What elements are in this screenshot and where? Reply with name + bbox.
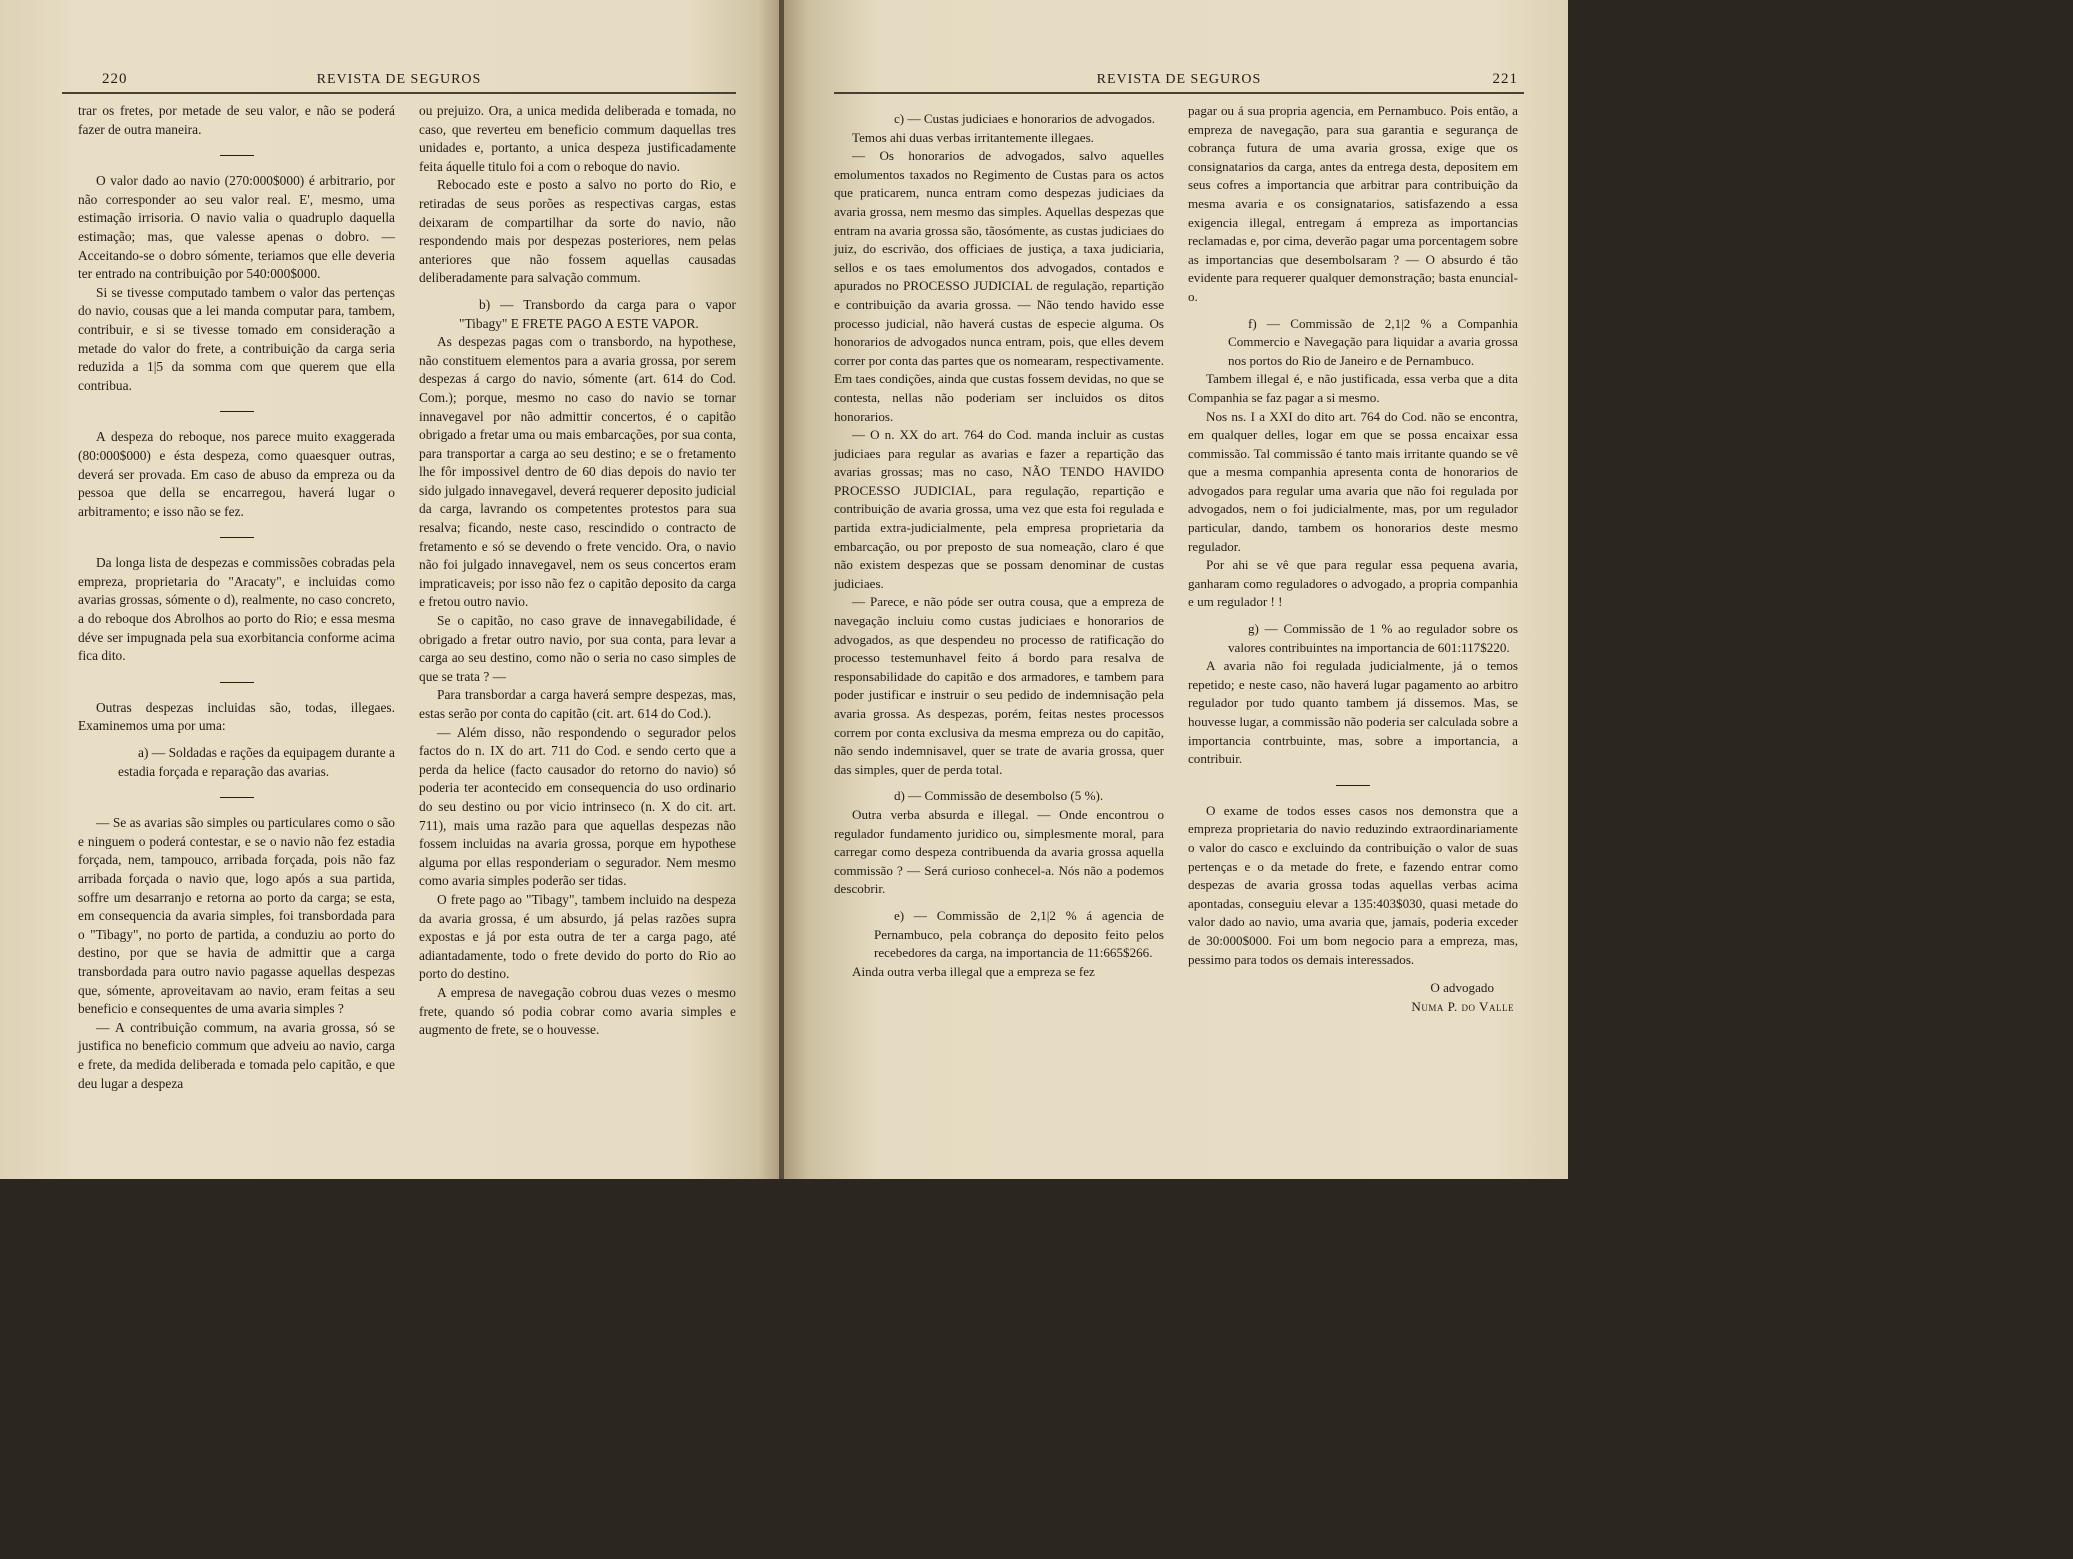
paragraph: O valor dado ao navio (270:000$000) é arbitrario, por não corresponder ao seu valor real. E', mesmo, uma estimação irrisoria. O navio valia o quadruplo daquella estimação; mas, que valesse apenas o dobro. — Acceitando-se o dobro sómente, teriamos que elle deveria ter entrado na contribuição por 540:000$000. (78, 173, 395, 282)
page-number: 221 (1492, 71, 1518, 87)
section-divider (1336, 785, 1370, 786)
paragraph: — O n. XX do art. 764 do Cod. manda incluir as custas judiciaes para regular as avarias e fazer a repartição das avarias grossas; mas no caso, NÃO TENDO HAVIDO PROCESSO JUDICIAL, para regulação, repartição e contribuição de avaria grossa, uma vez que esta foi regulada e partida extra-judicialmente, pela empresa proprietaria da embarcação, ou por preposto de sua nomeação, claro é que não existem despezas que se possam denominar de custas judiciaes. (834, 427, 1164, 591)
section-divider (220, 411, 254, 412)
left-page-column-1 (78, 102, 395, 1093)
list-item: e) — Commissão de 2,1|2 % á agencia de Pernambuco, pela cobrança do deposito feito pelos recebedores da carga, na importancia de 11:665$266. (874, 907, 1164, 961)
paragraph: Temos ahi duas verbas irritantemente illegaes. (852, 129, 1094, 145)
paragraph: ou prejuizo. Ora, a unica medida deliberada e tomada, no caso, que reverteu em beneficio commum daquellas tres unidades e, portanto, a unica despeza justificadamente feita áquelle titulo foi a com o reboque do navio. (419, 103, 736, 174)
paragraph: A despeza do reboque, nos parece muito exaggerada (80:000$000) e ésta despeza, como quaesquer outras, deverá ser provada. Em caso de abuso da empreza ou da pessoa que della se encarregou, haverá lugar o arbitramento; e isso não se fez. (78, 429, 395, 519)
paragraph: — Os honorarios de advogados, salvo aquelles emolumentos taxados no Regimento de Custas para os actos que praticarem, nunca entram como despezas judiciaes da avaria grossa, nem mesmo das simples. Aquellas despezas que entram na avaria grossa são, tãosómente, as custas judiciaes do juiz, do escrivão, dos officiaes de justiça, a taxa judiciaria, sellos e os taes emolumentos dos advogados, contados e apurados no PROCESSO JUDICIAL de regulação, repartição e contribuição da avaria grossa. — Não tendo havido esse processo judicial, não haverá custas de especie alguma. Os honorarios de advogados nunca entram, pois, que elles devem correr por conta das partes que os nomearam, respectivamente. Em taes condições, ainda que custas fossem devidas, no que se contesta, nellas não poderiam ser incluidos os ditos honorarios. (834, 148, 1164, 424)
right-page-header (834, 44, 1524, 94)
left-page-header (62, 44, 736, 94)
paragraph: A empresa de navegação cobrou duas vezes o mesmo frete, quando só podia cobrar como avaria simples e augmento de frete, se o houvesse. (419, 984, 736, 1038)
list-item: c) — Custas judiciaes e honorarios de advogados. (894, 111, 1156, 126)
paragraph: Rebocado este e posto a salvo no porto do Rio, e retiradas de seus porões as respectivas cargas, estas deixaram de compartilhar da sorte do navio, não respondendo mais por despezas posteriores, nem pelas anteriores que não fossem aquellas causadas deliberadamente para salvação commum. (419, 177, 736, 286)
running-title: REVISTA DE SEGUROS (1096, 72, 1262, 87)
paragraph: Da longa lista de despezas e commissões cobradas pela empreza, proprietaria do "Aracaty", e incluidas como avarias grossas, sómente o d), realmente, no caso concreto, a do reboque dos Abrolhos ao porto do Rio; e essa mesma déve ser impugnada pela sua exorbitancia conforme acima fica dito. (78, 555, 395, 664)
right-page (784, 0, 1568, 1179)
left-page-column-2 (419, 102, 736, 1093)
paragraph: Se o capitão, no caso grave de innavegabilidade, é obrigado a fretar outro navio, por sua conta, para levar a carga ao seu destino, como não o seria no caso simples de que se trata ? — (419, 613, 736, 684)
list-item: f) — Commissão de 2,1|2 % a Companhia Commercio e Navegação para liquidar a avaria grossa nos portos do Rio de Janeiro e de Pernambuco. (1228, 315, 1518, 368)
paragraph: — Parece, e não póde ser outra cousa, que a empreza de navegação incluiu como custas judiciaes e honorarios de advogados, as que despendeu no processo de ratificação do processo testemunhavel feito á bordo para resalva de responsabilidade do capitão e dos armadores, e tambem para poder justificar e instruir o seu pedido de indemnisação pela avaria grossa. As despezas, porém, feitas nestes processos correm por conta exclusiva da mesma empreza ou do capitão, não sendo indemnisavel, quer se trate de avaria grossa, quer das simples, quer de perda total. (834, 594, 1164, 777)
paragraph: O exame de todos esses casos nos demonstra que a empreza proprietaria do navio reduzindo extraordinariamente o valor do casco e excluindo da contribuição o valor de suas pertenças e o da metade do frete, e fazendo entrar como despezas de avaria grossa todas aquellas verbas acima apontadas, conseguiu elevar a 135:403$030, quasi metade do valor dado ao navio, uma avaria que, jamais, poderia exceder de 30:000$000. Foi um bom negocio para a empreza, mas, pessimo para todos os demais interessados. (1188, 802, 1518, 967)
section-divider (220, 537, 254, 538)
paragraph: Tambem illegal é, e não justificada, essa verba que a dita Companhia se faz pagar a si mesmo. (1188, 371, 1518, 405)
paragraph: Outra verba absurda e illegal. — Onde encontrou o regulador fundamento juridico ou, simplesmente moral, para carregar como despeza contribuenda da avaria grossa aquella commissão ? — Será curioso conhecel-a. Nós não a podemos descobrir. (834, 806, 1164, 897)
right-page-column-2 (1188, 102, 1518, 1016)
list-item: b) — Transbordo da carga para o vapor "Tibagy" E FRETE PAGO A ESTE VAPOR. (459, 296, 736, 331)
right-page-column-1 (834, 102, 1164, 1016)
page-number: 220 (102, 71, 128, 87)
paragraph: As despezas pagas com o transbordo, na hypothese, não constituem elementos para a avaria grossa, por serem despezas á cargo do navio, sómente (art. 614 do Cod. Com.); porque, mesmo no caso do navio se tornar innavegavel por não admittir concertos, é o capitão obrigado a fretar uma ou mais embarcações, por sua conta, para transportar a carga ao seu destino; e se o fretamento lhe fôr impossivel dentro de 60 dias depois do navio ter sido julgado innavegavel, deverá requerer deposito judicial da carga, lavrando os competentes protestos para sua resalva; ficando, neste caso, rescindido o contracto de fretamento e só se devendo o frete vencido. Ora, o navio não foi julgado innavegavel, nem os seus concertos eram impraticaveis; por isso não fez o capitão deposito da carga e fretou outro navio. (419, 334, 736, 610)
paragraph: pagar ou á sua propria agencia, em Pernambuco. Pois então, a empreza de navegação, para sua garantia e segurança de cobrança futura de uma avaria grossa, exige que os consignatarios da carga, antes da entrega desta, depositem em seus cofres a importancia que arbitrar para contribuição da mesma avaria e os consignatarios, satisfazendo a essa exigencia illegal, entregam á empreza as importancias reclamadas e, por cima, deverão pagar uma porcentagem sobre as importancias que desembolsaram ? — O absurdo é tão evidente para requerer qualquer demonstração; basta enuncial-o. (1188, 103, 1518, 304)
paragraph: — Além disso, não respondendo o segurador pelos factos do n. IX do art. 711 do Cod. e sendo certo que a perda da helice (facto causador do retorno do navio) só poderia ter acontecido em consequencia do uso ordinario do seu destino ou por vicio intrinseco (n. X do cit. art. 711), mais uma razão para que aquellas despezas não fossem incluidas na avaria grossa, porque em hypothese alguma por ellas responderiam o segurador. Nem mesmo como avaria simples poderão ser tidas. (419, 724, 736, 889)
list-item: g) — Commissão de 1 % ao regulador sobre os valores contribuintes na importancia de 601:117$220. (1228, 621, 1518, 655)
paragraph: — A contribuição commum, na avaria grossa, só se justifica no beneficio commum que adveiu ao navio, carga e frete, da medida deliberada e tomada pelo capitão, e que deu lugar a despeza (78, 1019, 395, 1091)
signature-name: Numa P. do Valle (1411, 998, 1514, 1014)
section-divider (220, 797, 254, 798)
paragraph: — Se as avarias são simples ou particulares como o são e ninguem o poderá contestar, e se o navio não fez estadia forçada, nem, tampouco, arribada forçada, pois não faz arribada forçada o navio que, logo após a sua partida, soffre um desarranjo e retorna ao porto da carga; se esta, em consequencia da avaria simples, foi transbordada para o "Tibagy", no porto de partida, a conduziu ao porto do destino, por que se havia de admittir que a carga transbordada para outro navio pagasse aquellas despezas que, sómente, aproveitavam ao navio, eram feitas a seu beneficio e consequentes de uma avaria simples ? (78, 815, 395, 1017)
paragraph: Si se tivesse computado tambem o valor das pertenças do navio, cousas que a lei manda computar para, tambem, contribuir, e si se tivesse tomado em consideração a metade do valor do frete, a contribuição da carga seria reduzida a 1|5 da somma com que querem que ella contribua. (78, 284, 395, 393)
paragraph: Por ahi se vê que para regular essa pequena avaria, ganharam como reguladores o advogado, a propria companhia e um regulador ! ! (1188, 557, 1518, 610)
section-divider (220, 155, 254, 156)
signature-label: O advogado (1430, 980, 1494, 996)
paragraph: Para transbordar a carga haverá sempre despezas, mas, estas serão por conta do capitão (cit. art. 614 do Cod.). (419, 687, 736, 721)
running-title: REVISTA DE SEGUROS (316, 72, 482, 87)
paragraph: O frete pago ao "Tibagy", tambem incluido na despeza da avaria grossa, é um absurdo, já pelas razões supra expostas e já por esta outra de ter a carga pago, até adiantadamente, todo o frete devido do porto do Rio ao porto do destino. (419, 891, 736, 982)
section-divider (220, 682, 254, 683)
paragraph: trar os fretes, por metade de seu valor, e não se poderá fazer de outra maneira. (78, 103, 395, 137)
right-page-columns (834, 102, 1524, 1016)
paragraph: Nos ns. I a XXI do dito art. 764 do Cod. não se encontra, em qualquer delles, logar em que se possa encaixar essa commissão. Tal commissão é tanto mais irritante quando se vê que a mesma companhia apresenta conta de honorarios de advogados para regular uma avaria que não foi regulada por advogados, nem o foi judicialmente, mas, por um regulador particular, dando, tambem os honorarios deste mesmo regulador. (1188, 408, 1518, 554)
list-item: a) — Soldadas e rações da equipagem durante a estadia forçada e reparação das avarias. (118, 745, 395, 779)
list-item: d) — Commissão de desembolso (5 %). (894, 788, 1104, 804)
paragraph: Outras despezas incluidas são, todas, illegaes. Examinemos uma por uma: (78, 699, 395, 734)
left-page-columns (62, 102, 736, 1093)
paragraph: Ainda outra verba illegal que a empreza se fez (852, 963, 1095, 979)
left-page (0, 0, 782, 1179)
paragraph: A avaria não foi regulada judicialmente, já o temos repetido; e neste caso, não haverá lugar pagamento ao arbitro regulador por tudo quanto tambem já dissemos. Mas, se houvesse lugar, a commissão não poderia ser calculada sobre a importancia contrbuinte, mas, sobre a importancia, a contribuir. (1188, 658, 1518, 767)
